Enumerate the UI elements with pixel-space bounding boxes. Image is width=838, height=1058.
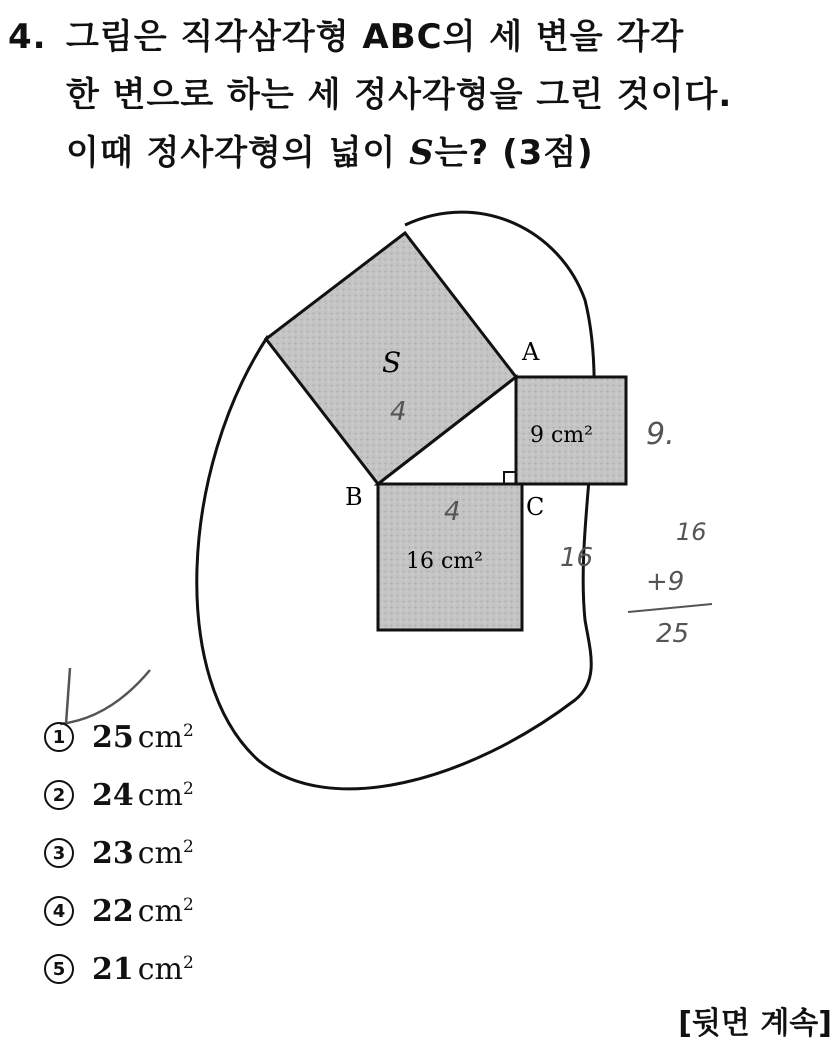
choice-value: 25: [92, 719, 134, 755]
choice-unit-base: cm: [137, 719, 183, 755]
handwriting-sum-top: 16: [676, 518, 707, 546]
question-line-2: 한 변으로 하는 세 정사각형을 그린 것이다.: [66, 75, 733, 115]
choice-number: 2: [44, 780, 74, 810]
area-label-bc: 16 cm²: [406, 549, 483, 574]
handwriting-4-bc: 4: [444, 497, 461, 527]
question-number: 4.: [8, 17, 47, 57]
choice-unit-exponent: 2: [183, 952, 194, 973]
question-text-3a: 이때 정사각형의 넓이: [66, 133, 410, 173]
choice-number: 5: [44, 954, 74, 984]
choice-unit-base: cm: [137, 835, 183, 871]
choice-unit: [138, 778, 194, 813]
area-label-ac: 9 cm²: [530, 423, 593, 448]
continue-on-back-label: [뒷면 계속]: [678, 1006, 832, 1041]
choice-number: 1: [44, 722, 74, 752]
vertex-label-a: A: [522, 338, 540, 366]
question-text-3b: 는? (3점): [434, 133, 594, 173]
handwriting-16: 16: [560, 543, 594, 573]
choice-unit: [138, 894, 194, 929]
choice-value: 21: [92, 951, 134, 987]
choice-unit: [138, 952, 194, 987]
choice-unit-base: cm: [137, 951, 183, 987]
choice-3[interactable]: [44, 824, 194, 882]
choice-unit-base: cm: [137, 777, 183, 813]
choice-4[interactable]: [44, 882, 194, 940]
choice-value: 24: [92, 777, 134, 813]
choice-unit-exponent: 2: [183, 720, 194, 741]
choice-1[interactable]: [44, 708, 194, 766]
area-label-s: S: [382, 346, 402, 379]
handwriting-sum-bar: [628, 604, 712, 612]
handwriting-sum-add: +9: [646, 567, 685, 597]
handwriting-sum-result: 25: [656, 619, 690, 649]
handwriting-9: 9.: [646, 417, 675, 452]
choice-unit: [138, 836, 194, 871]
handwriting-4-square: 4: [390, 397, 407, 427]
choice-unit-exponent: 2: [183, 836, 194, 857]
choice-number: 3: [44, 838, 74, 868]
choice-value: 22: [92, 893, 134, 929]
choice-number: 4: [44, 896, 74, 926]
choice-unit-base: cm: [137, 893, 183, 929]
choice-unit-exponent: 2: [183, 894, 194, 915]
vertex-label-b: B: [345, 483, 363, 511]
choice-unit: [138, 720, 194, 755]
choice-unit-exponent: 2: [183, 778, 194, 799]
choice-value: 23: [92, 835, 134, 871]
choice-5[interactable]: [44, 940, 194, 998]
answer-choices: [44, 708, 194, 998]
vertex-label-c: C: [526, 493, 545, 521]
question-var-s: S: [409, 133, 435, 173]
choice-2[interactable]: [44, 766, 194, 824]
question-text-1: 그림은 직각삼각형 ABC의 세 변을 각각: [66, 17, 685, 57]
